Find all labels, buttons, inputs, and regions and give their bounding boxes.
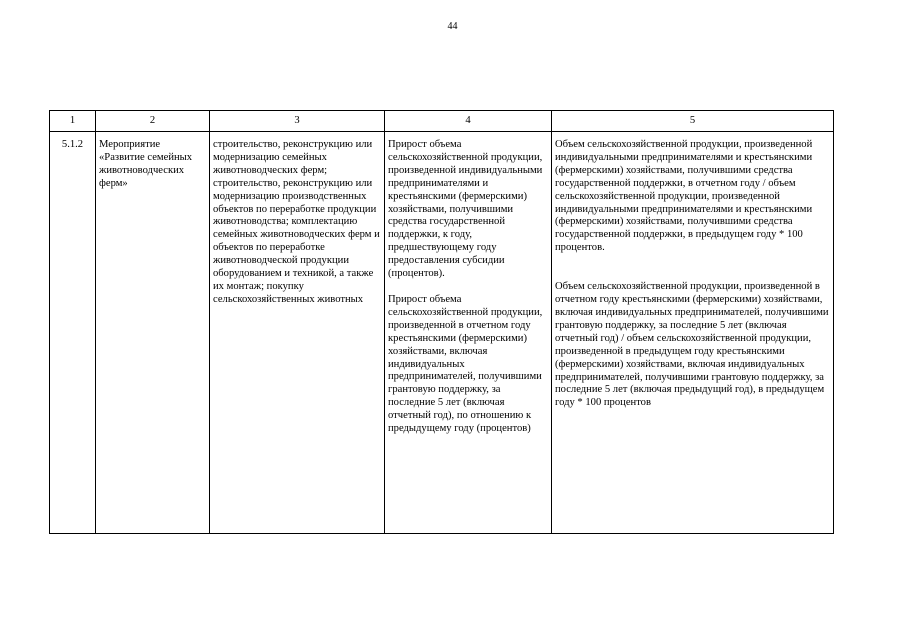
header-col-5: 5 bbox=[552, 111, 834, 132]
table-header-row bbox=[50, 111, 834, 132]
event-name: Мероприятие «Развитие семейных животноводческих ферм» bbox=[96, 132, 210, 534]
formula-text-1: Объем сельскохозяйственной продукции, произведенной индивидуальными предпринимателями и крестьянскими (фермерскими) хозяйствами, получившими средства государственной поддержки, в отчетном году / объем сельскохозяйственной продукции, произведенной индивидуальными предпринимателями и крестьянскими (фермерскими) хозяйствами, получившими средства государственной поддержки, в предыдущем году * 100 процентов. bbox=[555, 139, 813, 254]
header-col-3: 3 bbox=[210, 111, 385, 132]
page-number: 44 bbox=[447, 21, 458, 32]
indicator-text-2: Прирост объема сельскохозяйственной продукции, произведенной в отчетном году крестьянскими (фермерскими) хозяйствами, включая индивидуальных предпринимателей, получившими грантовую поддержку, за последние 5 лет (включая отчетный год), по отношению к предыдущему году (процентов) bbox=[388, 293, 543, 435]
formula-text-2: Объем сельскохозяйственной продукции, произведенной в отчетном году крестьянскими (фермерскими) хозяйствами, включая индивидуальных предпринимателей, получившими грантовую поддержку, за последние 5 лет (включая отчетный год) / объем сельскохозяйственной продукции, произведенной в предыдущем году крестьянскими (фермерскими) хозяйствами, включая индивидуальных предпринимателей, получившими грантовую поддержку, за последние 5 лет (включая предыдущий год), в предыдущем году * 100 процентов bbox=[555, 281, 829, 409]
indicators-table bbox=[49, 110, 834, 534]
header-col-2: 2 bbox=[96, 111, 210, 132]
indicator-text-1: Прирост объема сельскохозяйственной продукции, произведенной индивидуальными предпринимателями и крестьянскими (фермерскими) хозяйствами, получившими средства государственной поддержки, к году, предшествующему году предоставления субсидии (процентов). bbox=[388, 139, 543, 280]
formula-cell bbox=[552, 132, 834, 534]
table-row bbox=[50, 132, 834, 534]
event-description: строительство, реконструкцию или модернизацию семейных животноводческих ферм; строительство, реконструкцию или модернизацию производственных объектов по переработке продукции животноводства; комплектацию семейных животноводческих ферм и объектов по переработке животноводческой продукции оборудованием и техникой, а также их монтаж; покупку сельскохозяйственных животных bbox=[210, 132, 385, 534]
row-number: 5.1.2 bbox=[50, 132, 96, 534]
indicator-cell bbox=[385, 132, 552, 534]
header-col-4: 4 bbox=[385, 111, 552, 132]
header-col-1: 1 bbox=[50, 111, 96, 132]
